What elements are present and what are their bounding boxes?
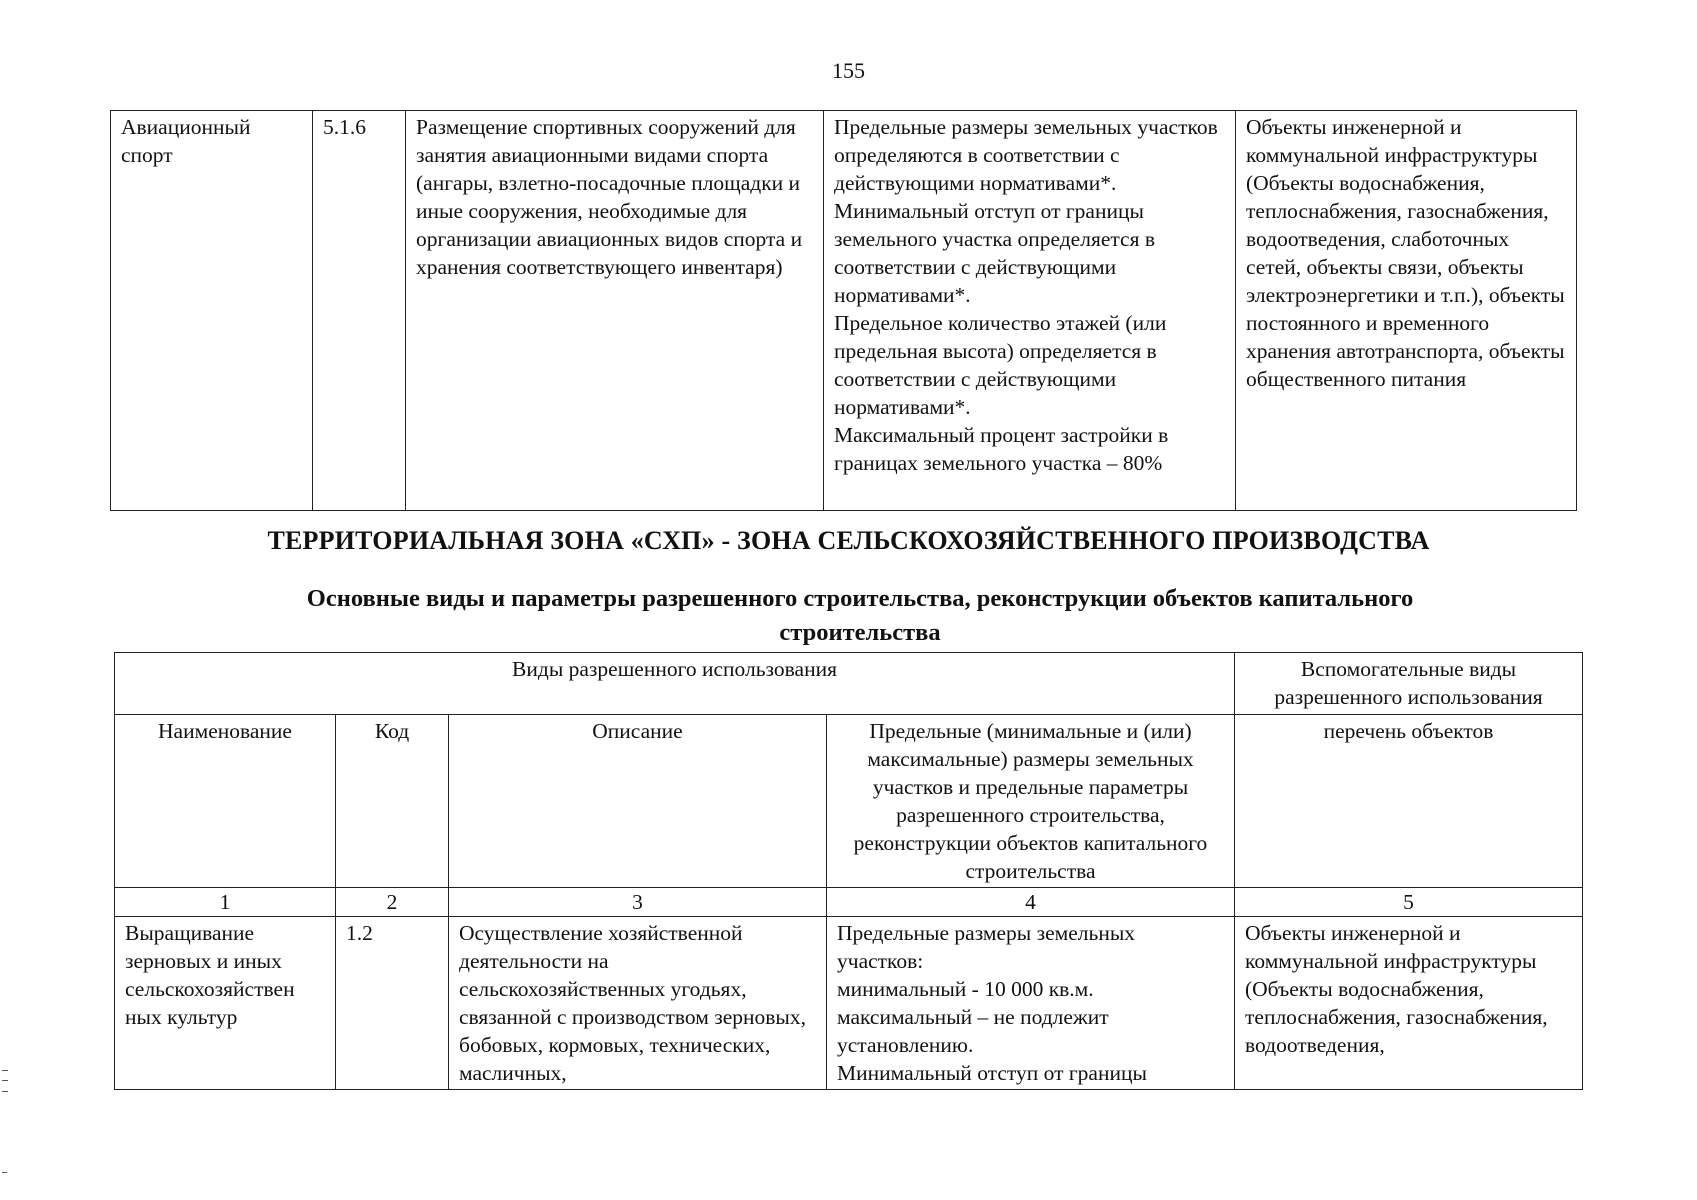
auxiliary-uses-cell: Объекты инженерной и коммунальной инфраструктуры (Объекты водоснабжения, теплоснабжения, газоснабжения, водоотведения, слаботочных сетей, объекты связи, объекты электроэнергетики и т.п.), объекты постоянного и временного хранения автотранспорта, объекты общественного питания [1236, 111, 1577, 511]
table-row [111, 111, 1577, 511]
column-header: Код [336, 715, 449, 888]
column-header: Описание [449, 715, 827, 888]
use-code-cell: 5.1.6 [313, 111, 406, 511]
column-header: Предельные (минимальные и (или) максимальные) размеры земельных участков и предельные параметры разрешенного строительства, реконструкции объектов капитального строительства [827, 715, 1235, 888]
column-header: перечень объектов [1235, 715, 1583, 888]
column-number: 4 [827, 888, 1235, 917]
column-number: 1 [115, 888, 336, 917]
parameter-line: минимальный - 10 000 кв.м. [837, 977, 1094, 1001]
use-parameters-cell [824, 111, 1236, 511]
page-number: 155 [832, 58, 865, 83]
use-name-cell: Авиационный спорт [111, 111, 313, 511]
table-row [115, 917, 1583, 1090]
zone-heading: ТЕРРИТОРИАЛЬНАЯ ЗОНА «СХП» - ЗОНА СЕЛЬСКОХОЗЯЙСТВЕННОГО ПРОИЗВОДСТВА [267, 526, 1430, 555]
auxiliary-uses-cell: Объекты инженерной и коммунальной инфраструктуры (Объекты водоснабжения, теплоснабжения, газоснабжения, водоотведения, [1235, 917, 1583, 1090]
sub-heading-line: Основные виды и параметры разрешенного строительства, реконструкции объектов капитального [306, 585, 1414, 612]
parameter-line: Предельные размеры земельных участков определяются в соответствии с действующими нормативами*. [834, 115, 1218, 195]
group-header-cell: Виды разрешенного использования [115, 653, 1235, 715]
sub-heading [180, 582, 1540, 650]
column-number: 5 [1235, 888, 1583, 917]
margin-scan-dash [2, 1172, 7, 1173]
column-header: Наименование [115, 715, 336, 888]
column-header-row [115, 715, 1583, 888]
parameter-line: Минимальный отступ от границы земельного участка определяется в соответствии с действующими нормативами*. [834, 199, 1155, 307]
column-number: 3 [449, 888, 827, 917]
parameter-line: Предельные размеры земельных участков: [837, 921, 1136, 973]
use-description-cell: Размещение спортивных сооружений для занятия авиационными видами спорта (ангары, взлетно-посадочные площадки и иные сооружения, необходимые для организации авиационных видов спорта и хранения соответствующего инвентаря) [406, 111, 824, 511]
group-header-row [115, 653, 1583, 715]
main-table [114, 652, 1583, 1090]
parameter-line: Минимальный отступ от границы [837, 1061, 1147, 1085]
column-number: 2 [336, 888, 449, 917]
use-name-cell: Выращивание зерновых и иных сельскохозяйствен ных культур [115, 917, 336, 1090]
parameter-line: Предельное количество этажей (или предельная высота) определяется в соответствии с действующими нормативами*. [834, 311, 1167, 419]
top-table [110, 110, 1577, 511]
use-description-cell: Осуществление хозяйственной деятельности на сельскохозяйственных угодьях, связанной с производством зерновых, бобовых, кормовых, технических, масличных, [449, 917, 827, 1090]
aux-group-header-cell: Вспомогательные виды разрешенного использования [1235, 653, 1583, 715]
parameter-line: Максимальный процент застройки в границах земельного участка – 80% [834, 423, 1169, 475]
column-number-row [115, 888, 1583, 917]
sub-heading-line: строительства [779, 619, 941, 646]
use-parameters-cell [827, 917, 1235, 1090]
margin-scan-mark [2, 1070, 8, 1092]
parameter-line: максимальный – не подлежит установлению. [837, 1005, 1109, 1057]
use-code-cell: 1.2 [336, 917, 449, 1090]
